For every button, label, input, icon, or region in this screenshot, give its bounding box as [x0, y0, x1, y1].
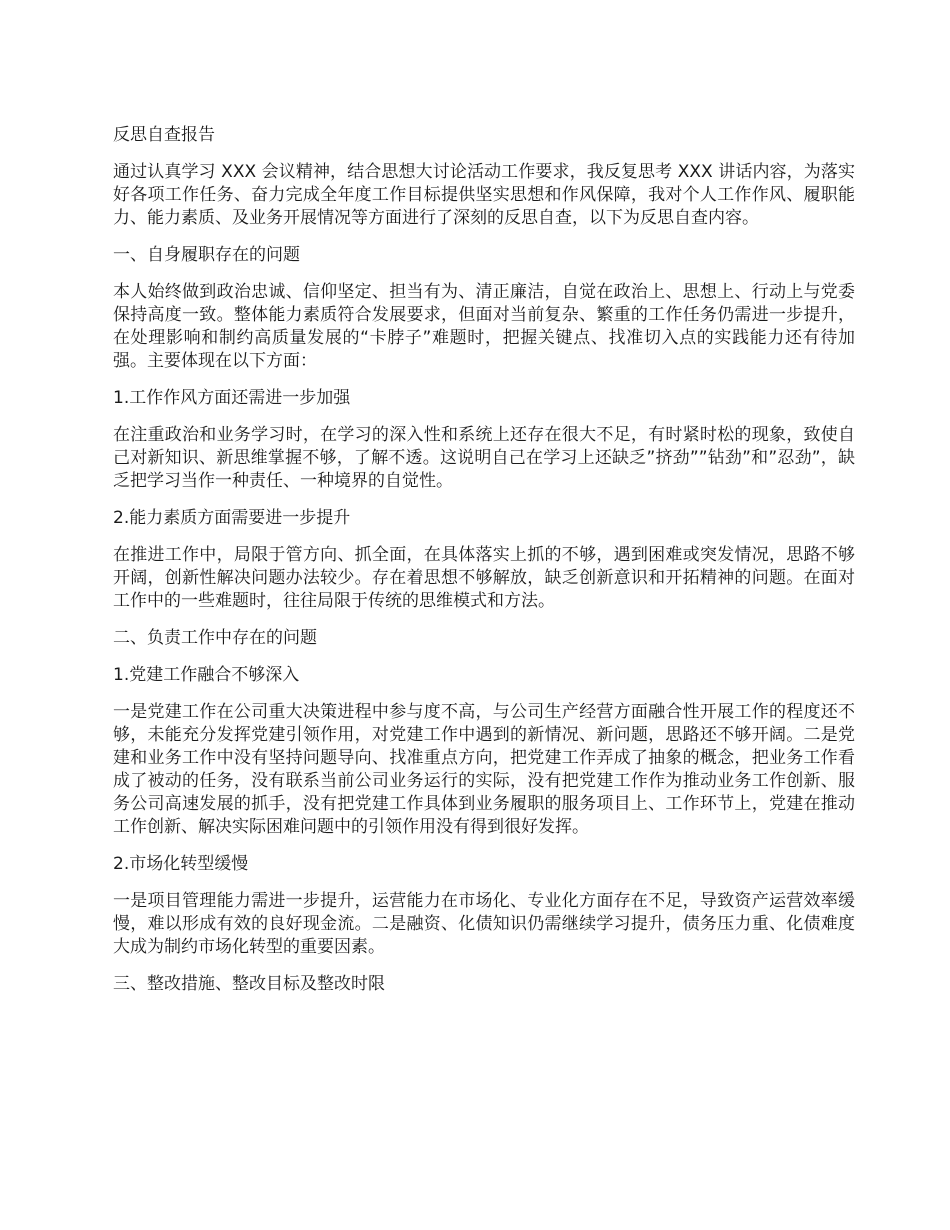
document-body — [113, 124, 855, 1010]
subsection-heading-1-2: 2.能力素质方面需要进一步提升 — [113, 508, 351, 528]
section-heading-2: 二、负责工作中存在的问题 — [113, 628, 317, 648]
subsection-heading-2-2: 2.市场化转型缓慢 — [113, 854, 249, 874]
subsection-1-1-paragraph: 在注重政治和业务学习时，在学习的深入性和系统上还存在很大不足，有时紧时松的现象，致使自己对新知识、新思维掌握不够，了解不透。这说明自己在学习上还缺乏”挤劲””钻劲”和”忍劲”，缺乏把学习当作一种责任、一种境界的自觉性。 — [113, 425, 855, 491]
intro-paragraph: 通过认真学习 XXX 会议精神，结合思想大讨论活动工作要求，我反复思考 XXX 讲话内容，为落实好各项工作任务、奋力完成全年度工作目标提供坚实思想和作风保障，我对个人工作作风、履职能力、能力素质、及业务开展情况等方面进行了深刻的反思自查，以下为反思自查内容。 — [113, 162, 855, 228]
subsection-1-2-paragraph: 在推进工作中，局限于管方向、抓全面，在具体落实上抓的不够，遇到困难或突发情况，思路不够开阔，创新性解决问题办法较少。存在着思想不够解放，缺乏创新意识和开拓精神的问题。在面对工作中的一些难题时，往往局限于传统的思维模式和方法。 — [113, 545, 855, 611]
document-title: 反思自查报告 — [113, 125, 215, 145]
section-1-paragraph: 本人始终做到政治忠诚、信仰坚定、担当有为、清正廉洁，自觉在政治上、思想上、行动上与党委保持高度一致。整体能力素质符合发展要求，但面对当前复杂、繁重的工作任务仍需进一步提升，在处理影响和制约高质量发展的“卡脖子”难题时，把握关键点、找准切入点的实践能力还有待加强。主要体现在以下方面： — [113, 282, 855, 371]
subsection-heading-1-1: 1.工作作风方面还需进一步加强 — [113, 388, 351, 408]
subsection-2-1-paragraph: 一是党建工作在公司重大决策进程中参与度不高，与公司生产经营方面融合性开展工作的程度还不够，未能充分发挥党建引领作用，对党建工作中遇到的新情况、新问题，思路还不够开阔。二是党建和业务工作中没有坚持问题导向、找准重点方向，把党建工作弄成了抽象的概念，把业务工作看成了被动的任务，没有联系当前公司业务运行的实际，没有把党建工作作为推动业务工作创新、服务公司高速发展的抓手，没有把党建工作具体到业务履职的服务项目上、工作环节上，党建在推动工作创新、解决实际困难问题中的引领作用没有得到很好发挥。 — [113, 702, 855, 837]
section-heading-1: 一、自身履职存在的问题 — [113, 245, 300, 265]
subsection-2-2-paragraph: 一是项目管理能力需进一步提升，运营能力在市场化、专业化方面存在不足，导致资产运营效率缓慢，难以形成有效的良好现金流。二是融资、化债知识仍需继续学习提升，债务压力重、化债难度大成为制约市场化转型的重要因素。 — [113, 891, 855, 957]
subsection-heading-2-1: 1.党建工作融合不够深入 — [113, 665, 300, 685]
section-heading-3: 三、整改措施、整改目标及整改时限 — [113, 974, 385, 994]
